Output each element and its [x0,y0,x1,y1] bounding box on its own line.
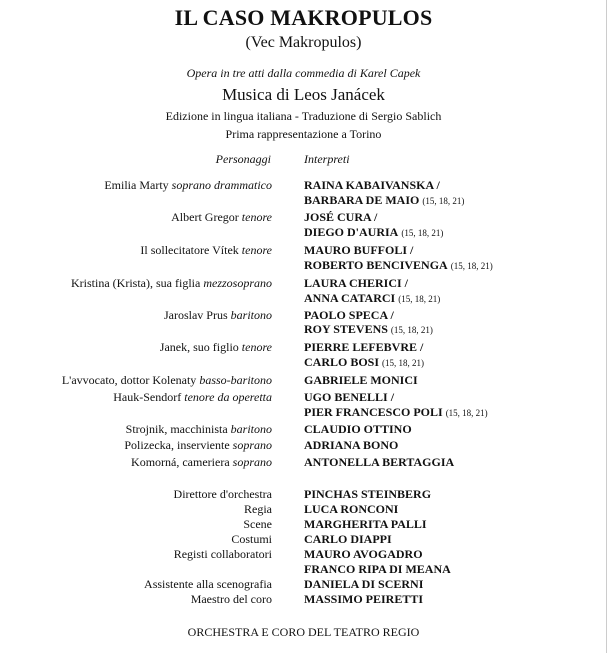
performer-name: PIERRE LEFEBVRE / [304,340,424,354]
voice-type: tenore [241,340,272,354]
performer-name: JOSÉ CURA / [304,210,378,224]
performer-name: LAURA CHERICI / [304,276,409,290]
staff-role: Costumi [231,532,272,546]
opera-description: Opera in tre atti dalla commedia di Karel Capek [186,66,421,80]
cast-role [62,373,272,388]
staff-row [0,592,607,607]
role-name: Kristina (Krista), sua figlia [71,276,201,290]
performer-name: CLAUDIO OTTINO [304,422,412,436]
performers-header: Interpreti [304,152,350,166]
performance-dates: (15, 18, 21) [422,196,465,206]
cast-role [124,438,272,453]
cast-row [0,422,607,437]
cast-row [0,258,607,273]
staff-name: DANIELA DI SCERNI [304,577,424,591]
cast-performer [304,322,433,338]
cast-role [71,276,272,291]
staff-role: Scene [243,517,272,531]
opera-title: IL CASO MAKROPULOS [174,5,433,30]
performer-name: ROBERTO BENCIVENGA [304,258,448,272]
staff-row [0,562,607,577]
voice-type: baritono [230,422,272,436]
role-name: Hauk-Sendorf [113,390,182,404]
cast-role [126,422,272,437]
cast-performer [304,340,426,356]
voice-type: soprano [232,455,272,469]
cast-row [0,210,607,225]
role-name: Albert Gregor [171,210,239,224]
cast-performer [304,390,397,406]
cast-performer [304,422,415,438]
edition-line: Edizione in lingua italiana - Traduzione di Sergio Sablich [165,109,442,123]
performance-dates: (15, 18, 21) [401,228,444,238]
staff-row [0,502,607,517]
voice-type: tenore da operetta [184,390,272,404]
voice-type: basso-baritono [199,373,272,387]
role-name: Janek, suo figlio [159,340,239,354]
cast-row [0,438,607,453]
cast-row [0,340,607,355]
role-name: Jaroslav Prus [163,308,228,322]
staff-row [0,547,607,562]
cast-role [113,390,272,405]
cast-row [0,405,607,420]
staff-role: Registi collaboratori [173,547,272,561]
cast-role [160,340,272,355]
performer-name: CARLO BOSI [304,355,380,369]
performer-name: DIEGO D'AURIA [304,225,399,239]
role-name: Il sollecitatore Vítek [140,243,239,257]
cast-row [0,373,607,388]
role-name: L'avvocato, dottor Kolenaty [61,373,197,387]
cast-role [140,243,272,258]
cast-row [0,291,607,306]
cast-performer [304,210,380,226]
cast-role [164,308,272,323]
cast-performer [304,455,457,471]
performer-name: MAURO BUFFOLI / [304,243,414,257]
staff-name: PINCHAS STEINBERG [304,487,432,501]
staff-row [0,577,607,592]
staff-role: Maestro del coro [190,592,272,606]
staff-row [0,532,607,547]
footer-credit: ORCHESTRA E CORO DEL TEATRO REGIO [187,625,420,639]
cast-performer [304,355,424,371]
performer-name: ANNA CATARCI [304,291,396,305]
role-name: Polizecka, inserviente [124,438,230,452]
performance-dates: (15, 18, 21) [445,408,488,418]
performer-name: BARBARA DE MAIO [304,193,420,207]
staff-name: MASSIMO PEIRETTI [304,592,424,606]
cast-performer [304,438,401,454]
cast-performer [304,373,421,389]
performer-name: UGO BENELLI / [304,390,395,404]
cast-performer [304,243,416,259]
cast-row [0,308,607,323]
cast-row [0,225,607,240]
role-name: Emilia Marty [104,178,169,192]
staff-name: MARGHERITA PALLI [304,517,427,531]
voice-type: baritono [230,308,272,322]
cast-row [0,322,607,337]
performance-dates: (15, 18, 21) [398,294,441,304]
staff-role: Assistente alla scenografia [144,577,272,591]
performance-dates: (15, 18, 21) [450,261,493,271]
cast-row [0,355,607,370]
staff-role: Regia [244,502,272,516]
staff-name: LUCA RONCONI [304,502,399,516]
performer-name: PAOLO SPECA / [304,308,394,322]
voice-type: soprano [232,438,272,452]
staff-row [0,517,607,532]
staff-name: FRANCO RIPA DI MEANA [304,562,451,576]
performer-name: ADRIANA BONO [304,438,399,452]
performance-dates: (15, 18, 21) [390,325,433,335]
premiere-line: Prima rappresentazione a Torino [225,127,382,141]
cast-role [131,455,272,470]
cast-row [0,276,607,291]
performer-name: GABRIELE MONICI [304,373,418,387]
cast-performer [304,291,440,307]
cast-performer [304,193,464,209]
cast-row [0,390,607,405]
performance-dates: (15, 18, 21) [382,358,425,368]
role-name: Komorná, cameriera [131,455,230,469]
cast-performer [304,225,443,241]
cast-row [0,243,607,258]
voice-type: mezzosoprano [203,276,272,290]
cast-performer [304,276,411,292]
staff-role: Direttore d'orchestra [173,487,272,501]
staff-name: CARLO DIAPPI [304,532,392,546]
performer-name: ANTONELLA BERTAGGIA [304,455,455,469]
voice-type: tenore [241,210,272,224]
role-name: Strojnik, macchinista [125,422,228,436]
cast-performer [304,258,493,274]
voice-type: soprano drammatico [171,178,272,192]
characters-header: Personaggi [215,152,271,166]
cast-performer [304,178,443,194]
performer-name: ROY STEVENS [304,322,388,336]
cast-row [0,178,607,193]
staff-row [0,487,607,502]
staff-name: MAURO AVOGADRO [304,547,423,561]
cast-row [0,193,607,208]
composer-line: Musica di Leos Janácek [222,85,385,104]
cast-role [171,210,272,225]
cast-performer [304,405,488,421]
voice-type: tenore [241,243,272,257]
cast-row [0,455,607,470]
performer-name: PIER FRANCESCO POLI [304,405,443,419]
opera-original-title: (Vec Makropulos) [245,34,362,51]
cast-role [104,178,272,193]
performer-name: RAINA KABAIVANSKA / [304,178,440,192]
